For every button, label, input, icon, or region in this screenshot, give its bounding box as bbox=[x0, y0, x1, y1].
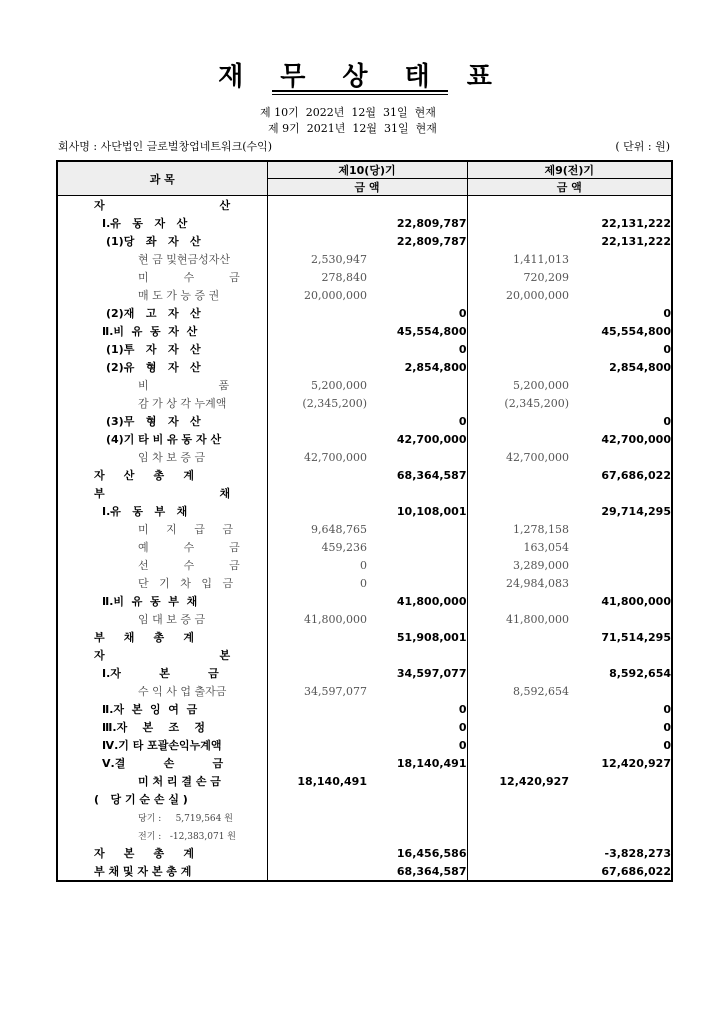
prior-total-amount: 0 bbox=[663, 342, 671, 356]
prior-detail-amount bbox=[467, 790, 569, 808]
account-label: 매 도 가 능 증 권 bbox=[138, 289, 220, 302]
account-label: 당기 : 5,719,564 원 bbox=[138, 813, 233, 824]
balance-sheet-table bbox=[56, 160, 673, 882]
current-total-amount: 51,908,001 bbox=[396, 630, 467, 644]
table-row bbox=[57, 232, 672, 250]
current-total-amount: 34,597,077 bbox=[396, 666, 467, 680]
current-total-amount: 0 bbox=[458, 342, 467, 356]
prior-total-amount: 0 bbox=[663, 306, 671, 320]
account-label: 부 채 bbox=[94, 487, 231, 500]
prior-detail-amount: 3,289,000 bbox=[467, 556, 569, 574]
account-name bbox=[57, 844, 267, 862]
account-label: 예 수 금 bbox=[138, 541, 240, 554]
table-row bbox=[57, 376, 672, 394]
prior-total-amount: 22,131,222 bbox=[601, 234, 671, 248]
title-underline-secondary bbox=[272, 94, 448, 95]
current-detail-amount bbox=[267, 754, 367, 772]
current-detail-amount bbox=[267, 430, 367, 448]
prior-detail-amount bbox=[467, 304, 569, 322]
prior-total-amount: 0 bbox=[663, 702, 671, 716]
current-detail-amount bbox=[267, 304, 367, 322]
account-name bbox=[57, 322, 267, 340]
account-label: 단 기 차 입 금 bbox=[138, 577, 234, 590]
current-total-amount bbox=[367, 682, 467, 700]
current-total-amount bbox=[367, 394, 467, 412]
current-detail-amount bbox=[267, 412, 367, 430]
header-amount-prior: 금 액 bbox=[467, 179, 672, 196]
table-row bbox=[57, 844, 672, 862]
account-label: Ⅳ.기 타 포괄손익누계액 bbox=[102, 739, 222, 752]
prior-detail-amount: 720,209 bbox=[467, 268, 569, 286]
table-row bbox=[57, 592, 672, 610]
prior-total-amount bbox=[569, 790, 672, 808]
current-detail-amount bbox=[267, 826, 367, 844]
table-row bbox=[57, 430, 672, 448]
current-detail-amount: (2,345,200) bbox=[267, 394, 367, 412]
prior-total-amount bbox=[569, 808, 672, 826]
current-total-amount: 16,456,586 bbox=[396, 846, 467, 860]
current-detail-amount: 0 bbox=[267, 574, 367, 592]
account-name bbox=[57, 232, 267, 250]
current-detail-amount bbox=[267, 790, 367, 808]
prior-total-amount: -3,828,273 bbox=[604, 846, 671, 860]
prior-total-amount bbox=[569, 394, 672, 412]
account-label: 부 채 및 자 본 총 계 bbox=[94, 865, 192, 878]
prior-total-amount bbox=[569, 286, 672, 304]
current-total-amount bbox=[367, 646, 467, 664]
prior-total-amount: 0 bbox=[663, 414, 671, 428]
table-row bbox=[57, 700, 672, 718]
prior-total-amount bbox=[569, 250, 672, 268]
current-detail-amount bbox=[267, 340, 367, 358]
account-label: 비 품 bbox=[138, 379, 230, 392]
account-label: (4)기 타 비 유 동 자 산 bbox=[106, 433, 222, 446]
current-detail-amount bbox=[267, 466, 367, 484]
header-prior-period: 제9(전)기 bbox=[467, 161, 672, 179]
prior-detail-amount: 1,411,013 bbox=[467, 250, 569, 268]
table-row bbox=[57, 664, 672, 682]
account-name bbox=[57, 646, 267, 664]
current-detail-amount bbox=[267, 502, 367, 520]
current-detail-amount: 9,648,765 bbox=[267, 520, 367, 538]
prior-detail-amount bbox=[467, 358, 569, 376]
current-total-amount bbox=[367, 556, 467, 574]
account-name bbox=[57, 448, 267, 466]
prior-total-amount: 71,514,295 bbox=[601, 630, 671, 644]
prior-detail-amount: 41,800,000 bbox=[467, 610, 569, 628]
current-detail-amount: 34,597,077 bbox=[267, 682, 367, 700]
account-name bbox=[57, 790, 267, 808]
current-detail-amount: 18,140,491 bbox=[267, 772, 367, 790]
account-name bbox=[57, 808, 267, 826]
prior-detail-amount bbox=[467, 502, 569, 520]
current-detail-amount: 0 bbox=[267, 556, 367, 574]
account-label: 자 본 bbox=[94, 649, 231, 662]
header-current-period: 제10(당)기 bbox=[267, 161, 467, 179]
table-row bbox=[57, 322, 672, 340]
header-subject: 과 목 bbox=[57, 161, 267, 196]
account-name bbox=[57, 772, 267, 790]
table-row bbox=[57, 790, 672, 808]
prior-total-amount bbox=[569, 682, 672, 700]
table-row bbox=[57, 610, 672, 628]
table-row bbox=[57, 520, 672, 538]
prior-total-amount: 0 bbox=[663, 720, 671, 734]
account-label: 자 산 bbox=[94, 199, 231, 212]
account-name bbox=[57, 412, 267, 430]
table-row bbox=[57, 556, 672, 574]
prior-detail-amount bbox=[467, 340, 569, 358]
account-name bbox=[57, 718, 267, 736]
current-total-amount bbox=[367, 250, 467, 268]
table-row bbox=[57, 286, 672, 304]
account-name bbox=[57, 250, 267, 268]
current-total-amount: 41,800,000 bbox=[396, 594, 467, 608]
prior-detail-amount: 8,592,654 bbox=[467, 682, 569, 700]
current-total-amount: 2,854,800 bbox=[404, 360, 467, 374]
prior-total-amount bbox=[569, 826, 672, 844]
account-name bbox=[57, 682, 267, 700]
current-total-amount bbox=[367, 538, 467, 556]
prior-detail-amount bbox=[467, 664, 569, 682]
table-row bbox=[57, 412, 672, 430]
current-total-amount: 68,364,587 bbox=[396, 468, 467, 482]
current-detail-amount: 459,236 bbox=[267, 538, 367, 556]
account-label: 수 익 사 업 출자금 bbox=[138, 685, 227, 698]
account-label: 미 처 리 결 손 금 bbox=[138, 775, 221, 788]
table-row bbox=[57, 196, 672, 215]
table-row bbox=[57, 628, 672, 646]
prior-detail-amount: 1,278,158 bbox=[467, 520, 569, 538]
account-name bbox=[57, 484, 267, 502]
account-name bbox=[57, 700, 267, 718]
prior-detail-amount: 20,000,000 bbox=[467, 286, 569, 304]
account-name bbox=[57, 214, 267, 232]
account-label: 미 지 급 금 bbox=[138, 523, 233, 536]
prior-total-amount: 22,131,222 bbox=[601, 216, 671, 230]
table-row bbox=[57, 826, 672, 844]
prior-detail-amount: 5,200,000 bbox=[467, 376, 569, 394]
current-total-amount bbox=[367, 484, 467, 502]
prior-detail-amount bbox=[467, 808, 569, 826]
current-detail-amount bbox=[267, 844, 367, 862]
company-name: 회사명 : 사단법인 글로벌창업네트워크(수익) bbox=[58, 140, 273, 153]
account-label: Ⅱ.비 유 동 부 채 bbox=[102, 595, 198, 608]
table-row bbox=[57, 736, 672, 754]
prior-total-amount bbox=[569, 520, 672, 538]
current-detail-amount: 278,840 bbox=[267, 268, 367, 286]
account-label: (2)유 형 자 산 bbox=[106, 361, 201, 374]
prior-detail-amount bbox=[467, 430, 569, 448]
account-name bbox=[57, 538, 267, 556]
prior-detail-amount: 24,984,083 bbox=[467, 574, 569, 592]
account-label: 임 대 보 증 금 bbox=[138, 613, 206, 626]
prior-detail-amount bbox=[467, 736, 569, 754]
account-label: 부 채 총 계 bbox=[94, 631, 194, 644]
current-total-amount: 0 bbox=[458, 306, 467, 320]
prior-total-amount bbox=[569, 196, 672, 215]
prior-detail-amount: 163,054 bbox=[467, 538, 569, 556]
prior-detail-amount bbox=[467, 232, 569, 250]
table-row bbox=[57, 682, 672, 700]
prior-detail-amount bbox=[467, 646, 569, 664]
current-detail-amount bbox=[267, 808, 367, 826]
prior-detail-amount bbox=[467, 466, 569, 484]
account-label: Ⅴ.결 손 금 bbox=[102, 757, 224, 770]
account-name bbox=[57, 664, 267, 682]
prior-total-amount: 41,800,000 bbox=[601, 594, 671, 608]
prior-total-amount bbox=[569, 538, 672, 556]
current-detail-amount bbox=[267, 214, 367, 232]
account-label: (1)당 좌 자 산 bbox=[106, 235, 201, 248]
account-label: Ⅲ.자 본 조 정 bbox=[102, 721, 206, 734]
period-current: 제 10기 2022년 12월 31일 현재 bbox=[260, 106, 436, 119]
current-detail-amount bbox=[267, 646, 367, 664]
account-label: Ⅱ.비 유 동 자 산 bbox=[102, 325, 198, 338]
current-total-amount bbox=[367, 808, 467, 826]
current-detail-amount bbox=[267, 718, 367, 736]
account-label: 감 가 상 각 누계액 bbox=[138, 397, 227, 410]
prior-total-amount: 8,592,654 bbox=[609, 666, 671, 680]
account-name bbox=[57, 556, 267, 574]
current-total-amount: 68,364,587 bbox=[396, 864, 467, 878]
account-name bbox=[57, 754, 267, 772]
table-row bbox=[57, 772, 672, 790]
current-total-amount bbox=[367, 268, 467, 286]
table-row bbox=[57, 646, 672, 664]
current-total-amount: 22,809,787 bbox=[396, 234, 467, 248]
document-title: 재 무 상 태 표 bbox=[218, 62, 506, 92]
current-total-amount bbox=[367, 826, 467, 844]
prior-detail-amount bbox=[467, 484, 569, 502]
account-name bbox=[57, 340, 267, 358]
prior-total-amount: 67,686,022 bbox=[601, 864, 671, 878]
account-name bbox=[57, 394, 267, 412]
prior-detail-amount bbox=[467, 754, 569, 772]
current-detail-amount bbox=[267, 736, 367, 754]
account-label: (2)재 고 자 산 bbox=[106, 307, 201, 320]
current-detail-amount bbox=[267, 664, 367, 682]
current-total-amount bbox=[367, 610, 467, 628]
table-row bbox=[57, 340, 672, 358]
current-total-amount bbox=[367, 574, 467, 592]
prior-total-amount: 0 bbox=[663, 738, 671, 752]
unit-label: ( 단위 : 원) bbox=[615, 140, 670, 153]
account-name bbox=[57, 502, 267, 520]
prior-total-amount: 29,714,295 bbox=[601, 504, 671, 518]
account-label: 선 수 금 bbox=[138, 559, 240, 572]
current-detail-amount: 42,700,000 bbox=[267, 448, 367, 466]
prior-detail-amount bbox=[467, 322, 569, 340]
prior-total-amount: 42,700,000 bbox=[601, 432, 671, 446]
prior-total-amount bbox=[569, 646, 672, 664]
prior-detail-amount bbox=[467, 628, 569, 646]
table-row bbox=[57, 466, 672, 484]
prior-detail-amount: 12,420,927 bbox=[467, 772, 569, 790]
account-name bbox=[57, 610, 267, 628]
account-name bbox=[57, 268, 267, 286]
account-name bbox=[57, 628, 267, 646]
table-row bbox=[57, 358, 672, 376]
account-label: 자 산 총 계 bbox=[94, 469, 194, 482]
prior-detail-amount bbox=[467, 844, 569, 862]
prior-total-amount bbox=[569, 610, 672, 628]
current-detail-amount bbox=[267, 232, 367, 250]
current-detail-amount bbox=[267, 700, 367, 718]
account-label: (3)무 형 자 산 bbox=[106, 415, 201, 428]
prior-total-amount bbox=[569, 574, 672, 592]
title-underline bbox=[272, 90, 448, 92]
prior-detail-amount: (2,345,200) bbox=[467, 394, 569, 412]
current-total-amount bbox=[367, 448, 467, 466]
prior-total-amount bbox=[569, 376, 672, 394]
current-total-amount bbox=[367, 196, 467, 215]
table-row bbox=[57, 502, 672, 520]
current-detail-amount bbox=[267, 484, 367, 502]
current-detail-amount: 41,800,000 bbox=[267, 610, 367, 628]
account-name bbox=[57, 736, 267, 754]
account-name bbox=[57, 376, 267, 394]
current-detail-amount bbox=[267, 358, 367, 376]
current-total-amount: 42,700,000 bbox=[396, 432, 467, 446]
current-total-amount: 18,140,491 bbox=[396, 756, 467, 770]
prior-detail-amount bbox=[467, 826, 569, 844]
prior-total-amount bbox=[569, 448, 672, 466]
account-name bbox=[57, 592, 267, 610]
account-label: 전기 : -12,383,071 원 bbox=[138, 831, 236, 842]
account-label: Ⅰ.유 동 부 채 bbox=[102, 505, 188, 518]
prior-detail-amount bbox=[467, 412, 569, 430]
table-row bbox=[57, 448, 672, 466]
prior-detail-amount bbox=[467, 592, 569, 610]
current-detail-amount bbox=[267, 628, 367, 646]
prior-total-amount bbox=[569, 484, 672, 502]
account-label: 자 본 총 계 bbox=[94, 847, 194, 860]
account-name bbox=[57, 358, 267, 376]
table-row bbox=[57, 808, 672, 826]
current-total-amount: 22,809,787 bbox=[396, 216, 467, 230]
table-row bbox=[57, 250, 672, 268]
account-label: 임 차 보 증 금 bbox=[138, 451, 206, 464]
current-detail-amount bbox=[267, 592, 367, 610]
header-amount-current: 금 액 bbox=[267, 179, 467, 196]
prior-detail-amount bbox=[467, 862, 569, 881]
prior-detail-amount bbox=[467, 700, 569, 718]
prior-detail-amount bbox=[467, 718, 569, 736]
prior-total-amount bbox=[569, 556, 672, 574]
account-label: 미 수 금 bbox=[138, 271, 240, 284]
account-name bbox=[57, 520, 267, 538]
account-label: ( 당 기 순 손 실 ) bbox=[94, 793, 188, 806]
table-row bbox=[57, 538, 672, 556]
current-total-amount: 45,554,800 bbox=[396, 324, 467, 338]
table-row bbox=[57, 484, 672, 502]
prior-total-amount: 45,554,800 bbox=[601, 324, 671, 338]
table-row bbox=[57, 862, 672, 881]
current-detail-amount bbox=[267, 322, 367, 340]
period-prior: 제 9기 2021년 12월 31일 현재 bbox=[268, 122, 437, 135]
prior-total-amount: 2,854,800 bbox=[609, 360, 671, 374]
current-detail-amount: 5,200,000 bbox=[267, 376, 367, 394]
prior-total-amount bbox=[569, 772, 672, 790]
account-name bbox=[57, 286, 267, 304]
current-total-amount bbox=[367, 376, 467, 394]
prior-total-amount: 12,420,927 bbox=[601, 756, 671, 770]
current-total-amount: 0 bbox=[458, 414, 467, 428]
account-label: 현 금 및현금성자산 bbox=[138, 253, 231, 266]
current-total-amount: 0 bbox=[458, 702, 467, 716]
current-detail-amount: 2,530,947 bbox=[267, 250, 367, 268]
account-name bbox=[57, 196, 267, 215]
account-label: Ⅱ.자 본 잉 여 금 bbox=[102, 703, 198, 716]
account-name bbox=[57, 826, 267, 844]
current-detail-amount: 20,000,000 bbox=[267, 286, 367, 304]
prior-total-amount: 67,686,022 bbox=[601, 468, 671, 482]
account-label: Ⅰ.자 본 금 bbox=[102, 667, 219, 680]
table-row bbox=[57, 574, 672, 592]
prior-detail-amount bbox=[467, 196, 569, 215]
account-name bbox=[57, 304, 267, 322]
prior-detail-amount bbox=[467, 214, 569, 232]
account-name bbox=[57, 466, 267, 484]
current-total-amount bbox=[367, 286, 467, 304]
account-label: Ⅰ.유 동 자 산 bbox=[102, 217, 188, 230]
current-total-amount: 0 bbox=[458, 720, 467, 734]
current-total-amount: 0 bbox=[458, 738, 467, 752]
current-detail-amount bbox=[267, 196, 367, 215]
current-total-amount bbox=[367, 790, 467, 808]
table-row bbox=[57, 214, 672, 232]
current-detail-amount bbox=[267, 862, 367, 881]
table-row bbox=[57, 268, 672, 286]
current-total-amount bbox=[367, 772, 467, 790]
prior-total-amount bbox=[569, 268, 672, 286]
account-label: (1)투 자 자 산 bbox=[106, 343, 201, 356]
account-name bbox=[57, 862, 267, 881]
prior-detail-amount: 42,700,000 bbox=[467, 448, 569, 466]
current-total-amount bbox=[367, 520, 467, 538]
account-name bbox=[57, 574, 267, 592]
table-row bbox=[57, 304, 672, 322]
table-row bbox=[57, 754, 672, 772]
current-total-amount: 10,108,001 bbox=[396, 504, 467, 518]
table-row bbox=[57, 718, 672, 736]
account-name bbox=[57, 430, 267, 448]
table-row bbox=[57, 394, 672, 412]
